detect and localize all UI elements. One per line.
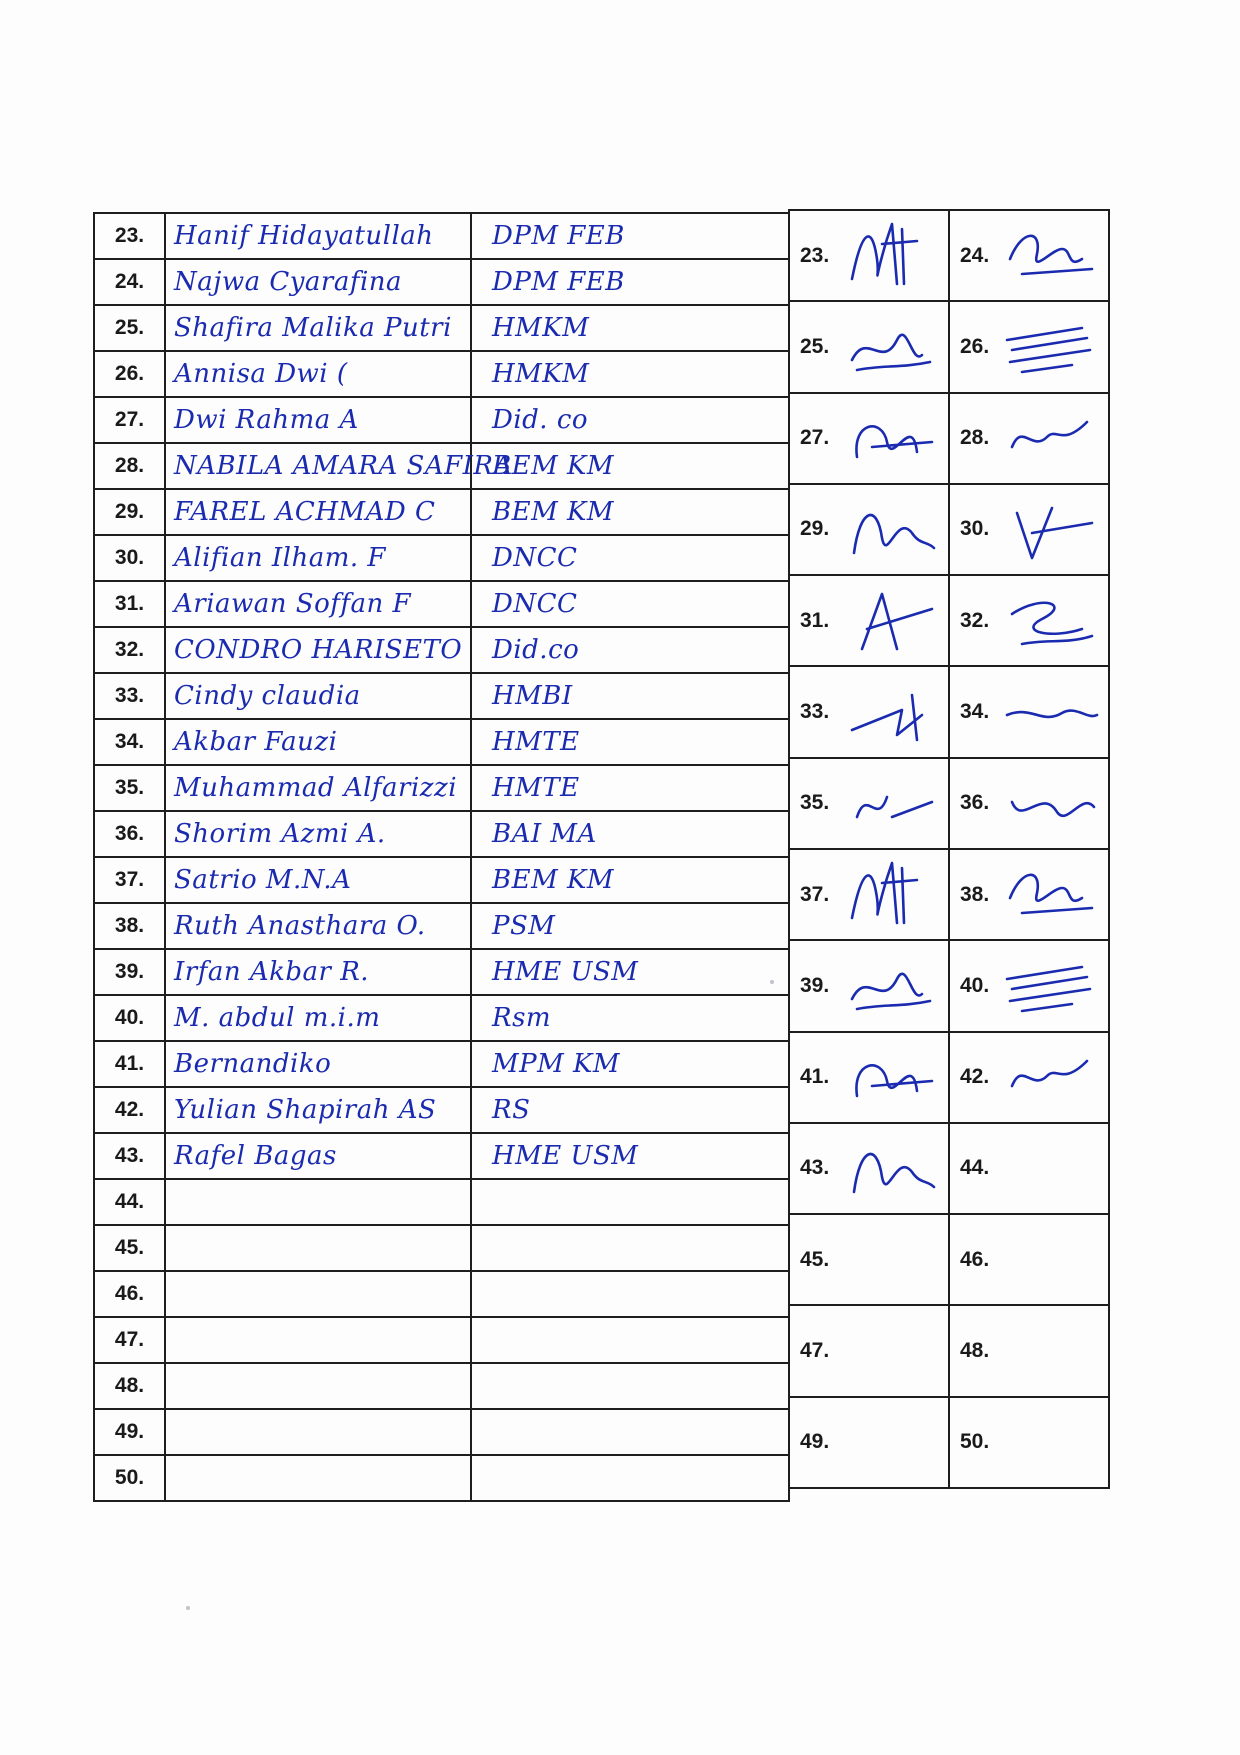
- signature-number: 35.: [800, 791, 830, 815]
- signature-scribble: [1002, 584, 1102, 658]
- signature-scribble: [842, 1132, 942, 1206]
- row-number: 32.: [94, 627, 165, 673]
- participant-name: Shafira Malika Putri: [165, 305, 471, 351]
- participant-name: Shorim Azmi A.: [165, 811, 471, 857]
- signature-stroke: [862, 594, 932, 649]
- signature-cell: [949, 1032, 1109, 1123]
- participant-name: Yulian Shapirah AS: [165, 1087, 471, 1133]
- table-row: [94, 719, 789, 765]
- signature-stroke: [852, 863, 917, 923]
- signature-number: 46.: [960, 1247, 990, 1271]
- signature-cell: [949, 1305, 1109, 1396]
- signature-number: 42.: [960, 1065, 990, 1089]
- signature-scribble: [842, 219, 942, 293]
- row-number: 28.: [94, 443, 165, 489]
- signature-cell: [789, 1305, 949, 1396]
- signature-number: 29.: [800, 517, 830, 541]
- table-row: [94, 949, 789, 995]
- participant-organization: Rsm: [471, 995, 789, 1041]
- table-row: [94, 351, 789, 397]
- participant-organization: BEM KM: [471, 857, 789, 903]
- signature-stroke: [854, 1154, 934, 1192]
- name-table: [93, 212, 790, 1502]
- participant-name: [165, 1225, 471, 1271]
- participant-organization: RS: [471, 1087, 789, 1133]
- signature-number: 37.: [800, 882, 830, 906]
- participant-name: Dwi Rahma A: [165, 397, 471, 443]
- participant-name: [165, 1271, 471, 1317]
- participant-organization: HMKM: [471, 305, 789, 351]
- signature-row: [789, 1032, 1109, 1123]
- table-row: [94, 1455, 789, 1501]
- participant-name: Muhammad Alfarizzi: [165, 765, 471, 811]
- participant-organization: MPM KM: [471, 1041, 789, 1087]
- participant-name: Najwa Cyarafina: [165, 259, 471, 305]
- table-row: [94, 673, 789, 719]
- participant-organization: [471, 1225, 789, 1271]
- table-row: [94, 1225, 789, 1271]
- signature-number: 32.: [960, 608, 990, 632]
- signature-row: [789, 666, 1109, 757]
- signature-number: 43.: [800, 1156, 830, 1180]
- signature-number: 48.: [960, 1339, 990, 1363]
- row-number: 35.: [94, 765, 165, 811]
- participant-organization: DNCC: [471, 581, 789, 627]
- signature-stroke: [1017, 508, 1092, 558]
- signature-cell: [949, 575, 1109, 666]
- participant-name: Irfan Akbar R.: [165, 949, 471, 995]
- signature-scribble: [1002, 219, 1102, 293]
- table-row: [94, 581, 789, 627]
- signature-stroke: [1012, 603, 1092, 644]
- table-row: [94, 489, 789, 535]
- row-number: 46.: [94, 1271, 165, 1317]
- participant-organization: HMKM: [471, 351, 789, 397]
- signature-cell: [949, 1397, 1109, 1488]
- signature-cell: [949, 666, 1109, 757]
- signature-scribble: [842, 858, 942, 932]
- participant-name: [165, 1317, 471, 1363]
- signature-cell: [789, 758, 949, 849]
- scan-speck: [770, 980, 774, 984]
- participant-name: Ariawan Soffan F: [165, 581, 471, 627]
- signature-number: 27.: [800, 426, 830, 450]
- signature-number: 45.: [800, 1247, 830, 1271]
- participant-organization: PSM: [471, 903, 789, 949]
- signature-cell: [789, 575, 949, 666]
- row-number: 38.: [94, 903, 165, 949]
- table-row: [94, 1409, 789, 1455]
- table-row: [94, 535, 789, 581]
- signature-stroke: [1012, 802, 1094, 816]
- table-row: [94, 765, 789, 811]
- row-number: 24.: [94, 259, 165, 305]
- signature-number: 38.: [960, 882, 990, 906]
- signature-cell: [789, 1214, 949, 1305]
- participant-name: [165, 1455, 471, 1501]
- participant-organization: [471, 1409, 789, 1455]
- participant-name: Cindy claudia: [165, 673, 471, 719]
- signature-row: [789, 301, 1109, 392]
- signature-scribble: [842, 584, 942, 658]
- signature-cell: [789, 666, 949, 757]
- signature-row: [789, 1397, 1109, 1488]
- signature-number: 49.: [800, 1430, 830, 1454]
- signature-scribble: [842, 493, 942, 567]
- signature-number: 50.: [960, 1430, 990, 1454]
- signature-row: [789, 1123, 1109, 1214]
- signature-cell: [949, 758, 1109, 849]
- signature-cell: [949, 301, 1109, 392]
- signature-stroke: [856, 1065, 932, 1096]
- signature-cell: [949, 393, 1109, 484]
- participant-name: Rafel Bagas: [165, 1133, 471, 1179]
- signature-cell: [789, 210, 949, 301]
- signature-stroke: [1007, 328, 1090, 372]
- signature-stroke: [856, 426, 932, 457]
- table-row: [94, 397, 789, 443]
- signature-number: 34.: [960, 700, 990, 724]
- participant-organization: HME USM: [471, 949, 789, 995]
- row-number: 33.: [94, 673, 165, 719]
- row-number: 26.: [94, 351, 165, 397]
- signature-row: [789, 849, 1109, 940]
- signature-stroke: [854, 515, 934, 553]
- participant-organization: [471, 1271, 789, 1317]
- signature-scribble: [1002, 858, 1102, 932]
- signature-stroke: [852, 224, 917, 284]
- table-row: [94, 1133, 789, 1179]
- participant-organization: [471, 1363, 789, 1409]
- signature-number: 33.: [800, 700, 830, 724]
- signature-number: 25.: [800, 334, 830, 358]
- table-row: [94, 811, 789, 857]
- participant-organization: [471, 1179, 789, 1225]
- signature-number: 23.: [800, 243, 830, 267]
- row-number: 23.: [94, 213, 165, 259]
- table-row: [94, 1271, 789, 1317]
- signature-cell: [789, 1397, 949, 1488]
- signature-number: 44.: [960, 1156, 990, 1180]
- signature-cell: [789, 484, 949, 575]
- participant-organization: HMBI: [471, 673, 789, 719]
- row-number: 34.: [94, 719, 165, 765]
- signature-stroke: [1007, 967, 1090, 1011]
- participant-name: Annisa Dwi (: [165, 351, 471, 397]
- signature-row: [789, 1214, 1109, 1305]
- signature-number: 40.: [960, 973, 990, 997]
- signature-stroke: [1010, 236, 1092, 274]
- signature-table-body: [789, 210, 1109, 1488]
- signature-row: [789, 1305, 1109, 1396]
- signature-stroke: [1007, 711, 1097, 717]
- name-table-body: [94, 213, 789, 1501]
- signature-stroke: [852, 335, 930, 370]
- table-row: [94, 443, 789, 489]
- signature-scribble: [1002, 402, 1102, 476]
- participant-organization: Did. co: [471, 397, 789, 443]
- signature-number: 41.: [800, 1065, 830, 1089]
- row-number: 37.: [94, 857, 165, 903]
- participant-organization: HMTE: [471, 719, 789, 765]
- signature-cell: [789, 849, 949, 940]
- signature-scribble: [842, 1041, 942, 1115]
- row-number: 41.: [94, 1041, 165, 1087]
- signature-number: 30.: [960, 517, 990, 541]
- row-number: 48.: [94, 1363, 165, 1409]
- table-row: [94, 1363, 789, 1409]
- signature-stroke: [852, 695, 922, 740]
- participant-organization: DPM FEB: [471, 213, 789, 259]
- signature-stroke: [1012, 1061, 1087, 1086]
- participant-organization: BEM KM: [471, 489, 789, 535]
- signature-scribble: [1002, 675, 1102, 749]
- participant-name: Bernandiko: [165, 1041, 471, 1087]
- signature-stroke: [1010, 875, 1092, 913]
- row-number: 30.: [94, 535, 165, 581]
- signature-number: 26.: [960, 334, 990, 358]
- row-number: 45.: [94, 1225, 165, 1271]
- row-number: 25.: [94, 305, 165, 351]
- signature-scribble: [1002, 949, 1102, 1023]
- row-number: 36.: [94, 811, 165, 857]
- signature-scribble: [842, 402, 942, 476]
- scan-speck: [186, 1606, 190, 1610]
- signature-scribble: [1002, 1041, 1102, 1115]
- participant-organization: BAI MA: [471, 811, 789, 857]
- table-row: [94, 903, 789, 949]
- table-row: [94, 1317, 789, 1363]
- signature-number: 31.: [800, 608, 830, 632]
- participant-organization: HMTE: [471, 765, 789, 811]
- signature-cell: [949, 1123, 1109, 1214]
- signature-scribble: [1002, 310, 1102, 384]
- table-row: [94, 857, 789, 903]
- signature-stroke: [852, 974, 930, 1009]
- signature-stroke: [1012, 422, 1087, 447]
- signature-cell: [789, 940, 949, 1031]
- signature-table: [788, 209, 1110, 1489]
- participant-name: [165, 1409, 471, 1455]
- row-number: 39.: [94, 949, 165, 995]
- signature-row: [789, 940, 1109, 1031]
- signature-cell: [789, 301, 949, 392]
- signature-number: 47.: [800, 1339, 830, 1363]
- table-row: [94, 1179, 789, 1225]
- signature-row: [789, 393, 1109, 484]
- participant-name: [165, 1179, 471, 1225]
- participant-organization: BEM KM: [471, 443, 789, 489]
- signature-cell: [789, 393, 949, 484]
- table-row: [94, 259, 789, 305]
- row-number: 50.: [94, 1455, 165, 1501]
- signature-cell: [789, 1032, 949, 1123]
- signature-row: [789, 484, 1109, 575]
- row-number: 44.: [94, 1179, 165, 1225]
- table-row: [94, 627, 789, 673]
- signature-cell: [949, 849, 1109, 940]
- participant-organization: DNCC: [471, 535, 789, 581]
- row-number: 29.: [94, 489, 165, 535]
- signature-number: 39.: [800, 973, 830, 997]
- signature-cell: [949, 1214, 1109, 1305]
- signature-scribble: [842, 675, 942, 749]
- signature-number: 24.: [960, 243, 990, 267]
- table-row: [94, 213, 789, 259]
- participant-name: CONDRO HARISETO: [165, 627, 471, 673]
- table-row: [94, 305, 789, 351]
- signature-stroke: [857, 797, 932, 817]
- participant-name: Ruth Anasthara O.: [165, 903, 471, 949]
- signature-row: [789, 575, 1109, 666]
- participant-organization: HME USM: [471, 1133, 789, 1179]
- participant-organization: [471, 1455, 789, 1501]
- signature-cell: [789, 1123, 949, 1214]
- signature-scribble: [842, 767, 942, 841]
- participant-name: NABILA AMARA SAFIRA: [165, 443, 471, 489]
- participant-name: Akbar Fauzi: [165, 719, 471, 765]
- participant-name: [165, 1363, 471, 1409]
- participant-organization: [471, 1317, 789, 1363]
- table-row: [94, 1041, 789, 1087]
- signature-cell: [949, 210, 1109, 301]
- participant-name: Alifian Ilham. F: [165, 535, 471, 581]
- table-row: [94, 1087, 789, 1133]
- signature-scribble: [842, 310, 942, 384]
- signature-row: [789, 210, 1109, 301]
- signature-cell: [949, 484, 1109, 575]
- table-row: [94, 995, 789, 1041]
- signature-number: 36.: [960, 791, 990, 815]
- participant-name: Satrio M.N.A: [165, 857, 471, 903]
- signature-scribble: [1002, 493, 1102, 567]
- row-number: 27.: [94, 397, 165, 443]
- participant-name: FAREL ACHMAD C: [165, 489, 471, 535]
- participant-organization: DPM FEB: [471, 259, 789, 305]
- signature-number: 28.: [960, 426, 990, 450]
- row-number: 31.: [94, 581, 165, 627]
- signature-scribble: [1002, 767, 1102, 841]
- signature-scribble: [842, 949, 942, 1023]
- row-number: 49.: [94, 1409, 165, 1455]
- row-number: 43.: [94, 1133, 165, 1179]
- row-number: 40.: [94, 995, 165, 1041]
- signature-row: [789, 758, 1109, 849]
- participant-name: Hanif Hidayatullah: [165, 213, 471, 259]
- signature-cell: [949, 940, 1109, 1031]
- participant-name: M. abdul m.i.m: [165, 995, 471, 1041]
- row-number: 42.: [94, 1087, 165, 1133]
- participant-organization: Did.co: [471, 627, 789, 673]
- row-number: 47.: [94, 1317, 165, 1363]
